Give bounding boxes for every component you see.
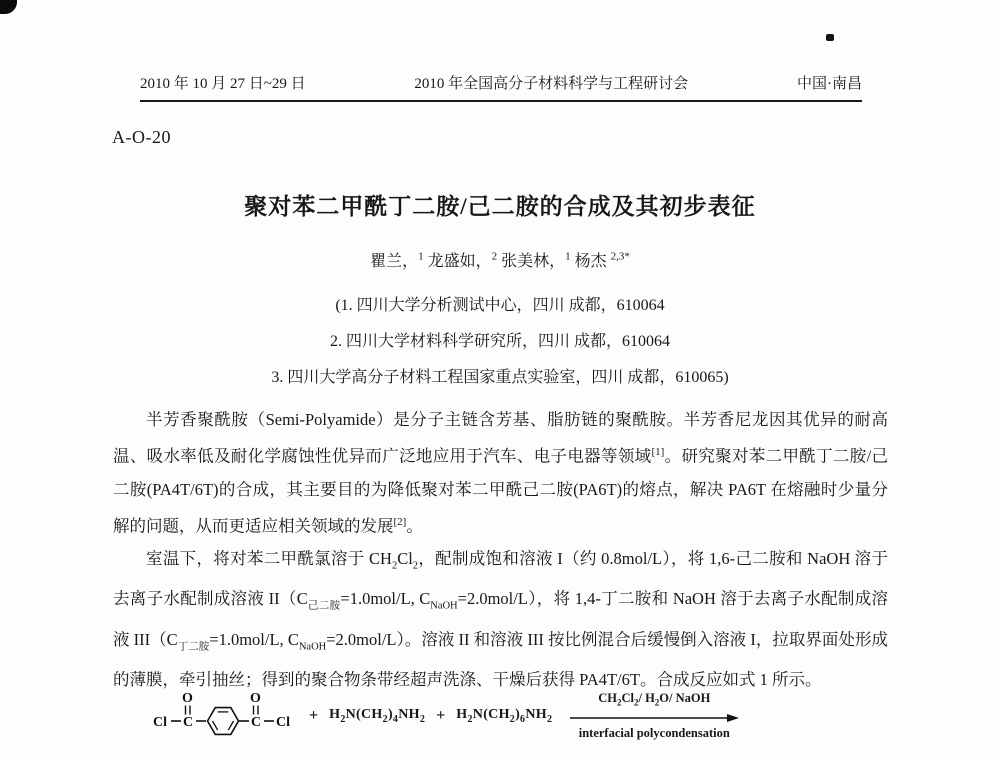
- reaction-method-label: interfacial polycondensation: [578, 725, 730, 740]
- scan-artifact-corner: [0, 0, 17, 14]
- paper-id: A-O-20: [112, 127, 171, 147]
- running-header: [140, 72, 862, 102]
- header-conference-title: 2010 年全国高分子材料科学与工程研讨会: [414, 76, 689, 92]
- chlorine-label-right: Cl: [276, 715, 290, 730]
- plus-sign: +: [309, 707, 319, 724]
- carbonyl-carbon-left: C: [183, 715, 194, 730]
- plus-sign: +: [436, 707, 446, 724]
- reaction-conditions-label: $CH_2Cl_2/$ $H_2O/$ NaOH: [598, 691, 711, 708]
- header-date: 2010 年 10 月 27 日~29 日: [140, 76, 306, 92]
- reaction-scheme: [152, 688, 892, 744]
- reaction-arrow-icon: [568, 712, 740, 724]
- paper-title: 聚对苯二甲酰丁二胺/己二胺的合成及其初步表征: [244, 194, 756, 219]
- chlorine-label-left: Cl: [153, 715, 167, 730]
- paragraph-1: 半芳香聚酰胺（Semi-Polyamide）是分子主链含芳基、脂肪链的聚酰胺。半芳香尼龙因其优异的耐高温、吸水率低及耐化学腐蚀性优异而广泛地应用于汽车、电子电器等领域[1]。研究聚对苯二甲酰丁二胺/己二胺(PA4T/6T)的合成，其主要目的为降低聚对苯二甲酰己二胺(PA6T)的熔点，解决 PA6T 在熔融时少量分解的问题，从而更适应相关领域的发展[2]。: [113, 410, 889, 535]
- reaction-arrow-block: [568, 691, 740, 741]
- affiliation-2: 2. 四川大学材料科学研究所，四川 成都，610064: [329, 333, 670, 350]
- scan-artifact-dot: [826, 34, 834, 41]
- terephthaloyl-chloride-structure: [152, 688, 298, 744]
- carbonyl-carbon-right: C: [251, 715, 262, 730]
- authors-line: 瞿兰，$^1$ 龙盛如，$^2$ 张美林，$^1$ 杨杰 $^{2,3*}$: [370, 250, 630, 270]
- header-location: 中国·南昌: [796, 76, 862, 92]
- affiliation-1: (1. 四川大学分析测试中心，四川 成都，610064: [335, 297, 665, 314]
- abstract-body: [113, 403, 888, 696]
- diaminohexane-formula: $H_2N(CH_2)_6NH_2$: [456, 707, 553, 725]
- diaminobutane-formula: $H_2N(CH_2)_4NH_2$: [329, 707, 426, 725]
- affiliations-block: [0, 288, 1000, 396]
- carbonyl-oxygen-left: O: [182, 691, 193, 706]
- paragraph-2: 室温下，将对苯二甲酰氯溶于 $CH_2Cl_2$，配制成饱和溶液 I（约 0.8mol/L），将 1,6-己二胺和 NaOH 溶于去离子水配制成溶液 $II(C_{己二胺}=1.0mol/L$, $C_{NaOH}=2.0mol/L$），将 1,4-丁二胺和 NaOH 溶于去离子水配制成溶液 $III(C_{丁二胺}=1.0mol/L$, $C_{NaOH}=2.0mol/L$）。溶液 II 和溶液 III 按比例混合后缓慢倒入溶液 I，拉取界面处形成的薄膜，牵引抽丝；得到的聚合物条带经超声洗涤、干燥后获得 PA4T/6T。合成反应如式 1 所示。: [113, 549, 889, 689]
- carbonyl-oxygen-right: O: [250, 691, 261, 706]
- affiliation-3: 3. 四川大学高分子材料工程国家重点实验室，四川 成都，610065): [271, 369, 729, 386]
